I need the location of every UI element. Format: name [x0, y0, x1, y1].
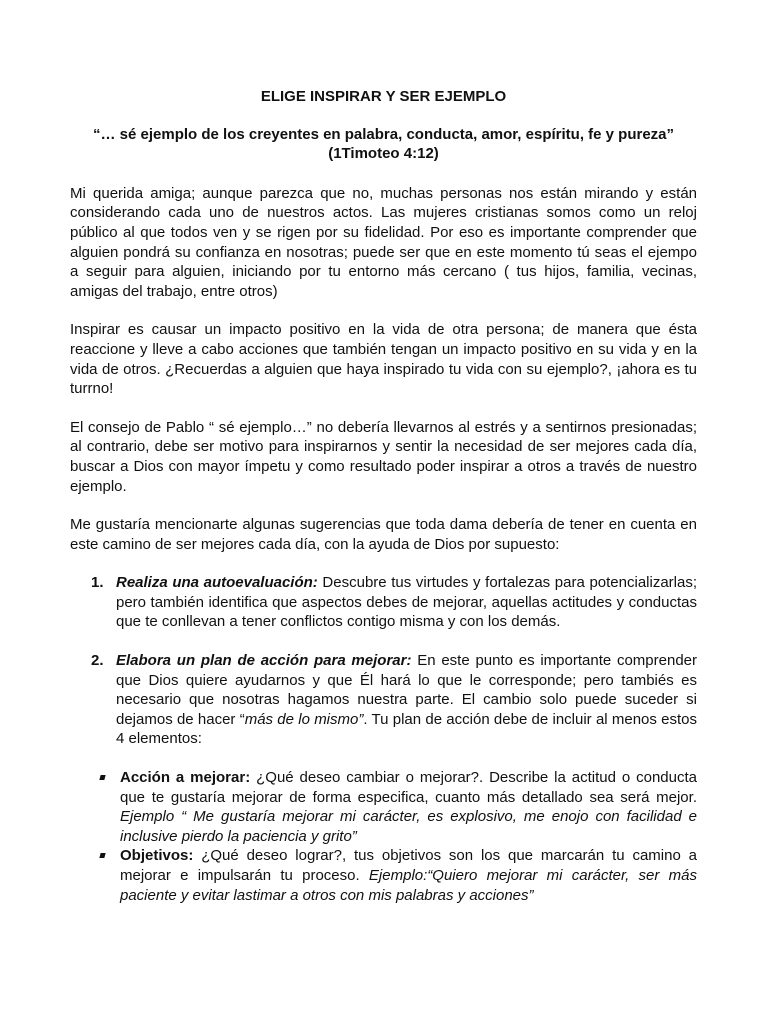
list-number: 2.: [91, 652, 104, 670]
bullet-example: Ejemplo:“Quiero mejorar mi carácter, ser más paciente y evitar lastimar a otros con mis palabras y acciones”: [120, 867, 697, 904]
bullet-text: ¿Qué deseo lograr?, tus objetivos son los que marcarán tu camino a mejorar e impulsarán tu proceso.: [120, 847, 697, 884]
list-item-text: Descubre tus virtudes y fortalezas para potencializarlas; pero también identifica que aspectos debes de mejorar, aquellas actitudes y conductas que te conllevan a tener conflictos contigo misma y con los demás.: [116, 574, 698, 631]
list-item-heading: Elabora un plan de acción para mejorar:: [116, 652, 412, 670]
bullet-icon: [99, 853, 105, 858]
list-item-text: En este punto es importante comprender que Dios quiere ayudarnos y que Él hará lo que le corresponde; pero tambiés es necesario que nosotras hagamos nuestra parte. El cambio solo puede suceder si dejamos de hacer “: [116, 652, 697, 728]
bullet-item: [70, 768, 697, 846]
list-item: [70, 573, 697, 632]
list-item: [70, 651, 697, 749]
paragraph-2: Inspirar es causar un impacto positivo en la vida de otra persona; de manera que ésta reaccione y lleve a cabo acciones que también tengan un impacto positivo en su vida y en la vida de otros. ¿Recuerdas a alguien que haya inspirado tu vida con su ejemplo?, ¡ahora es tu turrno!: [70, 321, 697, 398]
bullet-example: Ejemplo “ Me gustaría mejorar mi carácter, es explosivo, me enojo con facilidad e inclusive pierdo la paciencia y grito”: [120, 808, 697, 845]
bullet-item: [70, 846, 697, 905]
numbered-list: [70, 573, 697, 749]
paragraph-4: Me gustaría mencionarte algunas sugerencias que toda dama debería de tener en cuenta en este camino de ser mejores cada día, con la ayuda de Dios por supuesto:: [70, 516, 697, 553]
bullet-heading: Objetivos:: [120, 847, 194, 865]
bullet-icon: [99, 775, 105, 780]
list-number: 1.: [91, 574, 104, 592]
list-item-heading: Realiza una autoevaluación:: [116, 574, 318, 592]
bullet-text: ¿Qué deseo cambiar o mejorar?. Describe la actitud o conducta que te gustaría mejorar de forma especifica, cuanto más detallado sea será mejor.: [120, 769, 697, 806]
paragraph-3: El consejo de Pablo “ sé ejemplo…” no debería llevarnos al estrés y a sentirnos presionadas; al contrario, debe ser motivo para inspirarnos y sentir la necesidad de ser mejores cada día, buscar a Dios con mayor ímpetu y como resultado poder inspirar a otros a través de nuestro ejemplo.: [70, 418, 697, 495]
bible-quote: [70, 125, 697, 164]
quote-reference: (1Timoteo 4:12): [328, 145, 439, 163]
list-item-text-end: . Tu plan de acción debe de incluir al menos estos 4 elementos:: [116, 710, 698, 748]
list-item-italic: más de lo mismo”: [244, 710, 364, 728]
bullet-heading: Acción a mejorar:: [120, 769, 251, 787]
paragraph-1: Mi querida amiga; aunque parezca que no, muchas personas nos están mirando y están considerando cada uno de nuestros actos. Las mujeres cristianas somos como un reloj público al que todos ven y se rigen por su fidelidad. Por eso es importante comprender que alguien pondrá su confianza en nosotras; puede ser que en este momento tú seas el ejempo a seguir para alguien, iniciando por tu entorno más cercano ( tus hijos, familia, vecinas, amigas del trabajo, entre otros): [70, 184, 697, 300]
document-title: ELIGE INSPIRAR Y SER EJEMPLO: [260, 88, 507, 105]
quote-text: “… sé ejemplo de los creyentes en palabra, conducta, amor, espíritu, fe y pureza”: [92, 125, 675, 143]
bullet-list: [70, 768, 697, 905]
